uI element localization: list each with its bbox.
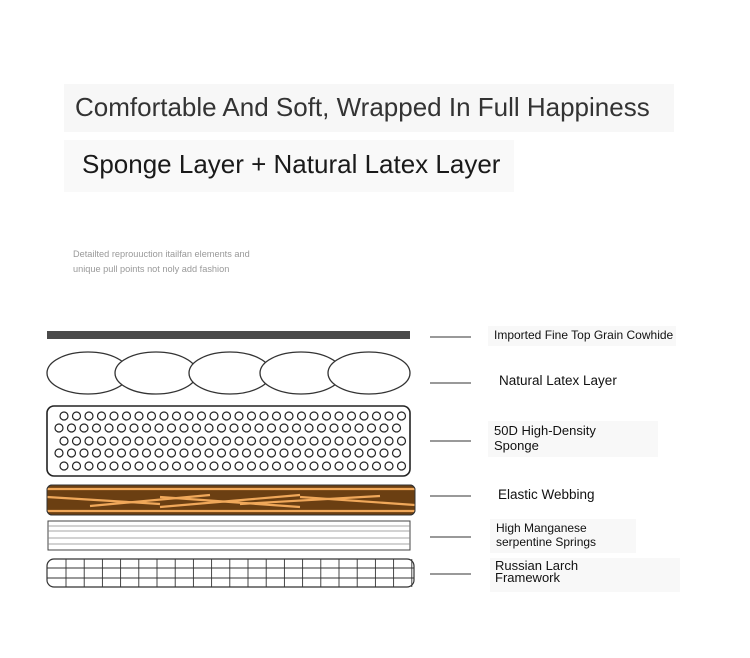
label-larch <box>495 560 578 584</box>
label-sponge <box>494 423 596 453</box>
label-latex: Natural Latex Layer <box>499 373 617 388</box>
larch-frame-icon <box>47 559 414 587</box>
label-cowhide: Imported Fine Top Grain Cowhide <box>494 328 674 342</box>
label-larch-line-1: Russian Larch <box>495 558 579 573</box>
label-webbing: Elastic Webbing <box>498 487 595 502</box>
label-springs-line-1: High Manganese <box>496 521 587 535</box>
label-sponge-line-1: 50D High-Density <box>494 423 596 438</box>
caption-line-2: unique pull points not noly add fashion <box>73 264 230 274</box>
webbing-icon <box>47 485 415 515</box>
label-sponge-line-2: Sponge <box>494 438 539 453</box>
label-springs-line-2: serpentine Springs <box>496 535 597 549</box>
label-larch-line-2: Framework <box>495 570 561 585</box>
springs-icon <box>48 521 410 550</box>
sponge-holes-icon <box>47 406 410 476</box>
cowhide-strip-icon <box>47 331 410 339</box>
label-springs <box>496 521 596 549</box>
subhead-text: Sponge Layer + Natural Latex Layer <box>82 149 501 179</box>
headline-text: Comfortable And Soft, Wrapped In Full Happiness <box>75 92 650 122</box>
latex-wave-icon <box>47 352 410 394</box>
caption-line-1: Detailted reprouuction itailfan elements and <box>73 249 250 259</box>
